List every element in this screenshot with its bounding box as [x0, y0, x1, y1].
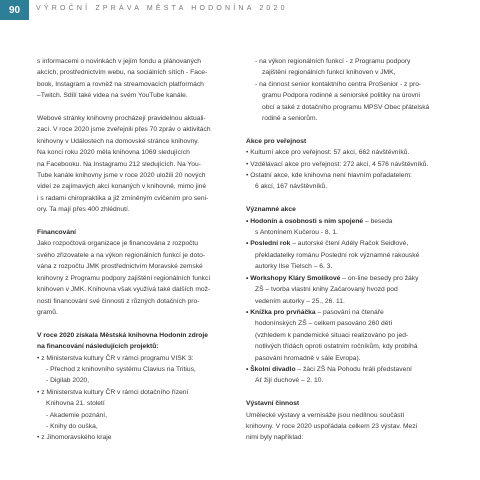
paragraph-website	[37, 113, 241, 216]
text-line: book, Instagram a rovněž na streamovacích platformách	[37, 80, 204, 88]
event-detail: – pasování na čtenáře	[315, 308, 384, 316]
list-subitem: - Přechod z knihovního systému Clavius na Tritius,	[46, 365, 196, 373]
section-heading-exhibitions: Výstavní činnost	[246, 400, 300, 408]
notable-events-list	[246, 216, 452, 387]
event-detail: notlivých třídách oproti ostatním ročníkům, kdy probíhá	[255, 343, 418, 351]
paragraph-financing	[37, 238, 241, 318]
list-item: • z Jihomoravského kraje	[37, 434, 112, 442]
text-line: knihoven v JMK. Knihovna však využívá také dalších mož-	[37, 286, 211, 294]
event-title: • Knížka pro prvňáčka	[246, 308, 316, 316]
event-detail: s Antonínem Kučerou - 8. 1.	[255, 229, 338, 237]
event-title: • Školní divadlo	[246, 365, 296, 373]
text-line: Jako rozpočtová organizace je financována z rozpočtu	[37, 240, 198, 248]
event-detail: – beseda	[363, 217, 393, 225]
page-number: 90	[0, 0, 29, 20]
section-heading-projects: na financování následujících projektů:	[37, 343, 159, 351]
event-detail: hodonínských ZŠ – celkem pasováno 260 dětí	[255, 320, 393, 328]
text-line: obcí a také z dotačního programu MPSV Obec přátelská	[262, 103, 430, 111]
text-line: i s radami chiropraktika a již zmíněným cvičením pro seni-	[37, 194, 209, 202]
section-heading-public-events: Akce pro veřejnost	[246, 137, 307, 145]
text-line: na Facebooku. Na Instagramu 212 sledujících. Na You-	[37, 160, 201, 168]
section-heading-notable-events: Významné akce	[246, 206, 296, 214]
list-subitem: Knihovna 21. století	[46, 400, 105, 408]
event-title: • Poslední rok	[246, 240, 291, 248]
regional-funding-continuation	[246, 56, 452, 124]
event-detail: překladatelky románu Poslední rok významné rakouské	[255, 251, 420, 259]
list-item: • Kulturní akce pro veřejnost: 57 akcí, 662 návštěvníků.	[246, 149, 410, 157]
text-line: –Twitch. Sdílí také videa na svém YouTube kanále.	[37, 92, 188, 100]
text-line: svého zřizovatele a na výkon regionálních funkcí je doto-	[37, 251, 206, 259]
event-detail: – žáci ZŠ Na Pohodu hráli představení	[295, 365, 412, 373]
text-line: knihovny z Programu podpory zajištění regionálních funkcí	[37, 274, 211, 282]
text-line: Umělecké výstavy a vernisáže jsou nedílnou součástí	[246, 411, 405, 419]
list-item: • z Ministerstva kultury ČR v rámci dotačního řízení	[37, 388, 189, 396]
event-detail: Ať žijí duchové – 2. 10.	[255, 377, 324, 385]
text-line: Na konci roku 2020 měla knihovna 1069 sledujících	[37, 149, 190, 157]
text-line: - na činnost senior kontaktního centra ProSenior - z pro-	[255, 80, 422, 88]
event-detail: pasování hromadně v sále Evropa).	[255, 354, 361, 362]
event-detail: – on-line besedy pro žáky	[340, 274, 419, 282]
list-subitem: - Digilab 2020,	[46, 377, 90, 385]
event-detail: vedením autorky – 25., 26. 11.	[255, 297, 345, 305]
list-item-continuation: 6 akcí, 167 návštěvníků.	[255, 183, 328, 191]
event-detail: autorky Ilse Tielsch – 6. 3.	[255, 263, 333, 271]
text-line: gramů.	[37, 308, 58, 316]
list-subitem: - Knihy do ouška,	[46, 422, 98, 430]
text-line: knihovny. V roce 2020 uspořádala celkem 23 výstav. Mezi	[246, 422, 418, 430]
text-line: zajištění regionálních funkcí knihoven v JMK,	[262, 69, 396, 77]
text-line: videí ze zajímavých akcí konaných v knihovně, mimo jiné	[37, 183, 207, 191]
list-item: • Ostatní akce, kde knihovna není hlavním pořadatelem:	[246, 172, 412, 180]
text-line: s informacemi o novinkách v jejím fondu a plánovaných	[37, 58, 201, 65]
text-line: vána z rozpočtu JMK prostřednictvím Moravské zemské	[37, 263, 203, 271]
event-title: • Workshopy Kláry Smolíkové	[246, 274, 341, 282]
text-line: zací. V roce 2020 jsme zveřejnili přes 70 zpráv o aktivitách	[37, 126, 211, 134]
event-detail: (vzhledem k pandemické situaci realizováno po jed-	[255, 331, 409, 339]
text-line: - na výkon regionálních funkcí - z Programu podpory	[255, 58, 411, 65]
text-line: Tube kanále knihovny jsme v roce 2020 uložili 20 nových	[37, 172, 206, 180]
projects-list	[37, 353, 241, 444]
text-line: nimi byly například:	[246, 434, 304, 442]
event-detail: – autorské čtení Adély Račok Seidlové,	[290, 240, 409, 248]
list-item: • z Ministerstva kultury ČR v rámci programu VISK 3:	[37, 354, 194, 362]
text-line: Webové stránky knihovny procházejí pravidelnou aktuali-	[37, 115, 206, 123]
text-line: gramu Podpora rodinné a seniorské politiky na úrovni	[262, 92, 420, 100]
right-column	[246, 56, 452, 444]
list-subitem: - Akademie poznání,	[46, 411, 107, 419]
text-line: knihovny v Událostech na domovské stránce knihovny.	[37, 137, 199, 145]
event-detail: ZŠ – tvorba vlastní knihy Začarovaný hvozd pod	[255, 286, 398, 294]
text-line: ností financování své činnosti z různých dotačních pro-	[37, 297, 200, 305]
left-column	[37, 56, 241, 444]
list-item: • Vzdělávací akce pro veřejnost: 272 akcí, 4 576 návštěvníků.	[246, 160, 429, 168]
section-heading-financing: Financování	[37, 229, 77, 237]
text-line: rodině a seniorům.	[262, 115, 318, 123]
section-heading-projects: V roce 2020 získala Městská knihovna Hodonín zdroje	[37, 331, 208, 339]
text-line: akcích, prostřednictvím webu, na sociálních sítích - Face-	[37, 69, 208, 77]
paragraph-social-media	[37, 56, 241, 102]
text-line: ory. Ta mají přes 400 zhlédnutí.	[37, 206, 130, 214]
running-head: VÝROČNÍ ZPRÁVA MĚSTA HODONÍNA 2020	[36, 5, 288, 12]
event-title: • Hodonín a osobnosti s ním spojené	[246, 217, 364, 225]
